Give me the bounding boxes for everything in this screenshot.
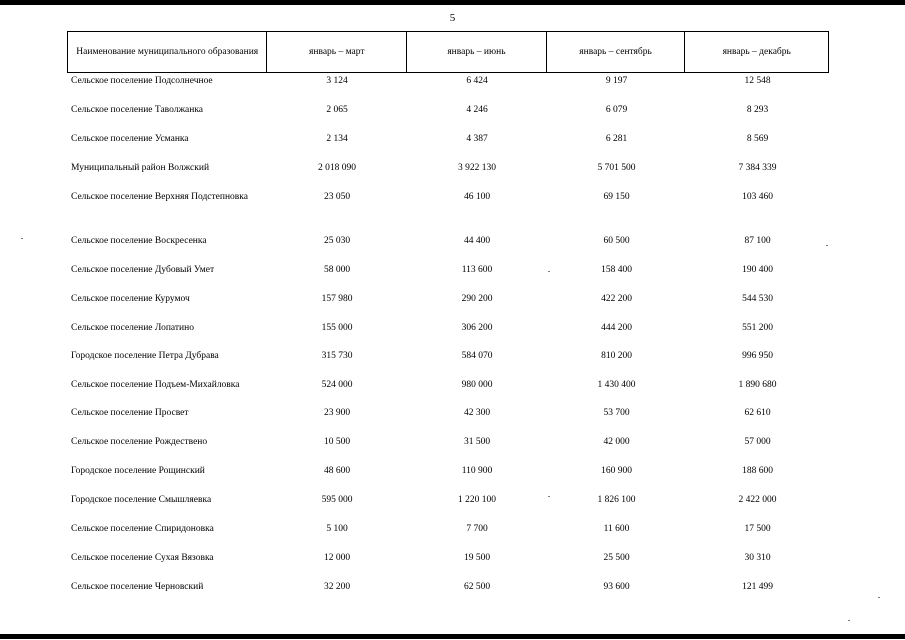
value-jan-jun: 19 500: [463, 553, 491, 563]
value-jan-sep: 9 197: [605, 76, 628, 86]
value-jan-sep: 160 900: [601, 466, 632, 476]
row-name: Городское поселение Петра Дубрава: [71, 351, 219, 361]
header-name-column: Наименование муниципального образования: [68, 32, 267, 72]
value-jan-sep: 42 000: [603, 437, 630, 447]
table-row: [67, 235, 829, 248]
value-jan-sep: 1 826 100: [597, 495, 636, 505]
value-jan-sep: 6 281: [605, 134, 628, 144]
header-period-1: январь – март: [267, 32, 407, 72]
value-jan-dec: 551 200: [742, 323, 773, 333]
row-name: Сельское поселение Подсолнечное: [71, 76, 213, 86]
value-jan-jun: 31 500: [463, 437, 491, 447]
value-jan-jun: 4 246: [466, 105, 488, 115]
value-jan-sep: 422 200: [601, 294, 632, 304]
scan-speck: [878, 597, 880, 598]
value-jan-sep: 11 600: [603, 524, 630, 534]
value-jan-mar: 25 030: [323, 236, 351, 246]
row-name: Сельское поселение Таволжанка: [71, 105, 204, 115]
value-jan-mar: 315 730: [321, 351, 353, 361]
table-row: [67, 133, 829, 146]
value-jan-sep: 60 500: [603, 236, 630, 246]
header-period-3: январь – сентябрь: [547, 32, 686, 72]
value-jan-jun: 584 070: [461, 351, 493, 361]
value-jan-dec: 103 460: [742, 192, 773, 202]
value-jan-mar: 595 000: [321, 495, 353, 505]
bottom-border-bar: [0, 634, 905, 639]
value-jan-mar: 2 065: [326, 105, 348, 115]
header-period-4: январь – декабрь: [722, 47, 791, 57]
value-jan-mar: 2 018 090: [318, 163, 356, 173]
value-jan-sep: 6 079: [605, 105, 628, 115]
value-jan-mar: 524 000: [321, 380, 353, 390]
value-jan-mar: 58 000: [323, 265, 351, 275]
row-name: Сельское поселение Черновский: [71, 582, 204, 592]
table-row: [67, 581, 829, 594]
scan-speck: [548, 496, 550, 497]
table-row: [67, 191, 829, 204]
value-jan-jun: 1 220 100: [458, 495, 496, 505]
value-jan-sep: 5 701 500: [597, 163, 636, 173]
value-jan-jun: 290 200: [461, 294, 493, 304]
value-jan-sep: 158 400: [601, 265, 632, 275]
value-jan-dec: 12 548: [744, 76, 771, 86]
value-jan-sep: 53 700: [603, 408, 630, 418]
value-jan-sep: 810 200: [601, 351, 632, 361]
value-jan-dec: 544 530: [742, 294, 773, 304]
table-row: [67, 407, 829, 420]
table-header: [67, 31, 829, 73]
table-row: [67, 75, 829, 88]
value-jan-jun: 7 700: [466, 524, 488, 534]
row-name: Сельское поселение Подъем-Михайловка: [71, 380, 240, 390]
value-jan-mar: 23 050: [323, 192, 351, 202]
value-jan-dec: 188 600: [742, 466, 773, 476]
value-jan-dec: 8 569: [746, 134, 769, 144]
scan-speck: [548, 271, 550, 272]
value-jan-sep: 444 200: [601, 323, 632, 333]
row-name: Муниципальный район Волжский: [71, 163, 210, 173]
row-name: Сельское поселение Лопатино: [71, 323, 194, 333]
table-row: [67, 104, 829, 117]
value-jan-dec: 8 293: [746, 105, 769, 115]
header-period-2: январь – июнь: [407, 32, 547, 72]
table-row: [67, 162, 829, 175]
value-jan-sep: 25 500: [603, 553, 630, 563]
value-jan-sep: 1 430 400: [597, 380, 636, 390]
value-jan-mar: 155 000: [321, 323, 353, 333]
value-jan-jun: 110 900: [461, 466, 493, 476]
value-jan-mar: 32 200: [323, 582, 351, 592]
value-jan-mar: 2 134: [326, 134, 348, 144]
value-jan-jun: 113 600: [461, 265, 493, 275]
value-jan-dec: 57 000: [744, 437, 771, 447]
value-jan-jun: 44 400: [463, 236, 491, 246]
value-jan-mar: 157 980: [321, 294, 353, 304]
value-jan-mar: 5 100: [326, 524, 348, 534]
scan-speck: [848, 620, 850, 621]
row-name: Сельское поселение Усманка: [71, 134, 189, 144]
value-jan-dec: 62 610: [744, 408, 771, 418]
value-jan-dec: 87 100: [744, 236, 771, 246]
value-jan-sep: 93 600: [603, 582, 630, 592]
scan-speck: [826, 245, 828, 246]
value-jan-dec: 121 499: [742, 582, 773, 592]
row-name: Сельское поселение Спиридоновка: [71, 524, 214, 534]
table-row: [67, 494, 829, 507]
value-jan-mar: 23 900: [323, 408, 351, 418]
table-row: [67, 552, 829, 565]
value-jan-jun: 62 500: [463, 582, 491, 592]
row-name: Сельское поселение Сухая Вязовка: [71, 553, 214, 563]
value-jan-dec: 190 400: [742, 265, 773, 275]
value-jan-jun: 3 922 130: [458, 163, 496, 173]
table-row: [67, 523, 829, 536]
table-row: [67, 264, 829, 277]
row-name: Сельское поселение Воскресенка: [71, 236, 207, 246]
row-name: Сельское поселение Дубовый Умет: [71, 265, 215, 275]
table-row: [67, 379, 829, 392]
table-row: [67, 293, 829, 306]
value-jan-jun: 980 000: [461, 380, 493, 390]
value-jan-mar: 48 600: [323, 466, 351, 476]
row-name: Городское поселение Смышляевка: [71, 495, 212, 505]
value-jan-dec: 7 384 339: [738, 163, 777, 173]
value-jan-dec: 996 950: [742, 351, 773, 361]
table-row: [67, 436, 829, 449]
value-jan-dec: 1 890 680: [738, 380, 777, 390]
scan-speck: [21, 238, 23, 239]
value-jan-mar: 3 124: [326, 76, 348, 86]
value-jan-mar: 12 000: [323, 553, 351, 563]
value-jan-jun: 46 100: [463, 192, 491, 202]
table-row: [67, 465, 829, 478]
value-jan-sep: 69 150: [603, 192, 630, 202]
value-jan-jun: 306 200: [461, 323, 493, 333]
row-name: Сельское поселение Курумоч: [71, 294, 190, 304]
row-name: Сельское поселение Просвет: [71, 408, 189, 418]
row-name: Сельское поселение Рождествено: [71, 437, 208, 447]
top-border-bar: [0, 0, 905, 5]
value-jan-dec: 2 422 000: [738, 495, 777, 505]
value-jan-jun: 4 387: [466, 134, 488, 144]
value-jan-jun: 6 424: [466, 76, 488, 86]
row-name: Сельское поселение Верхняя Подстепновка: [71, 192, 248, 202]
page-number: 5: [449, 12, 456, 24]
value-jan-dec: 17 500: [744, 524, 771, 534]
value-jan-dec: 30 310: [744, 553, 771, 563]
table-row: [67, 350, 829, 363]
table-row: [67, 322, 829, 335]
value-jan-jun: 42 300: [463, 408, 491, 418]
value-jan-mar: 10 500: [323, 437, 351, 447]
row-name: Городское поселение Рощинский: [71, 466, 205, 476]
